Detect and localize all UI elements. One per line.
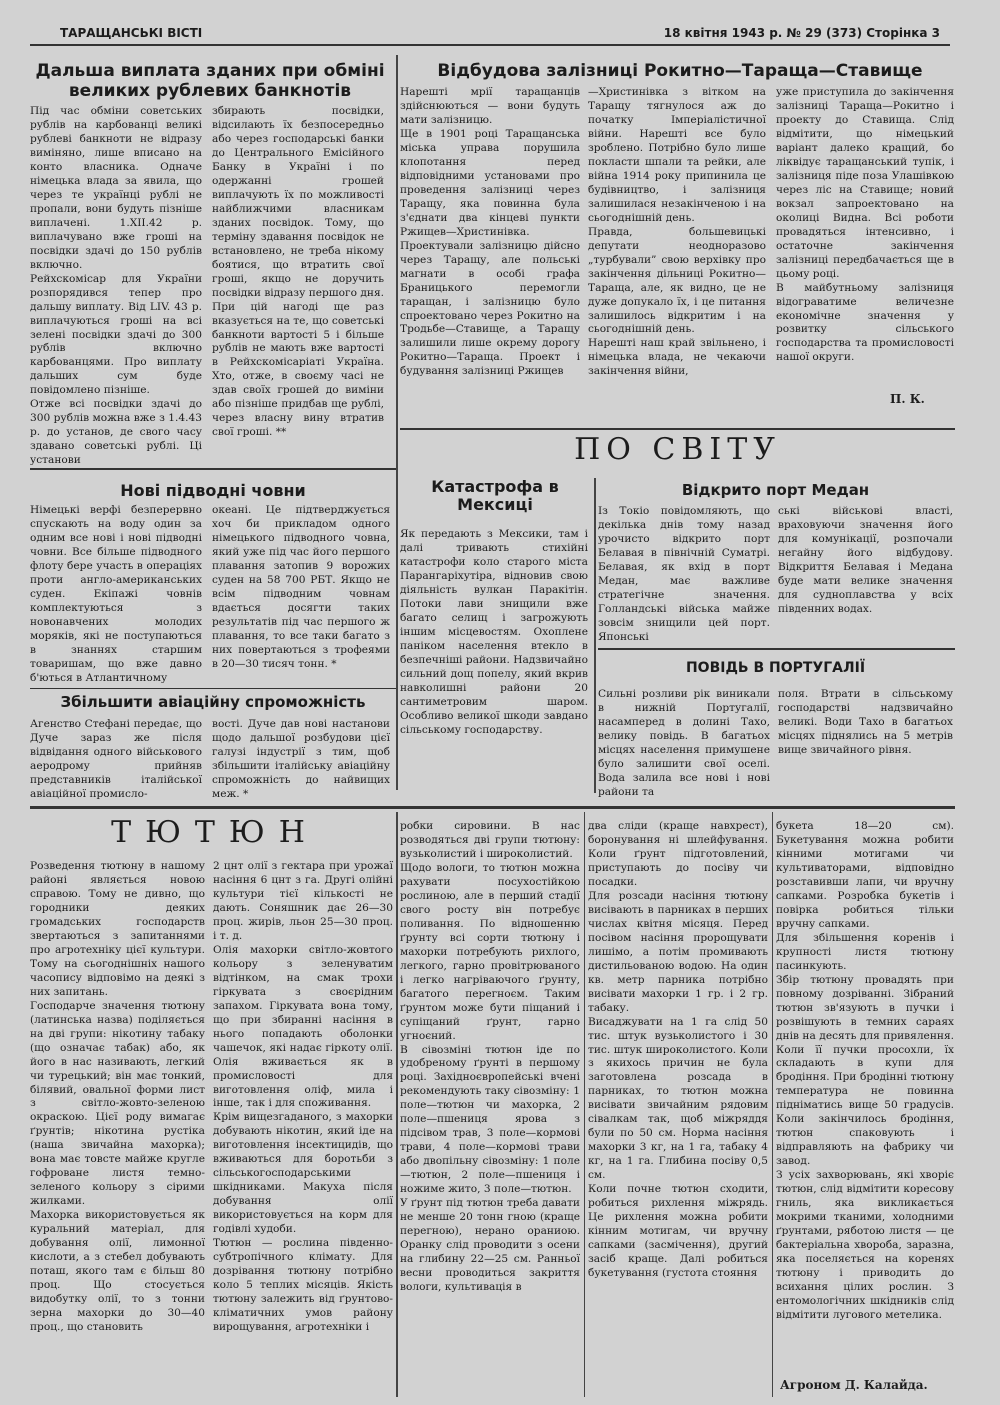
tobacco-col3: робки сировини. В нас розводяться дві групи тютюну: вузьколистий і широколистий. Щодо вологи, то тютюн можна рахувати посухостійкою рослиною, але в перший стадії свого росту він потребує поливання. По відношенню ґрунту всі сорти тютюну і махорки потребують рихлого, легкого, гарно провітрюваного і легко нагріваючого ґрунту, багатого перегноєм. Таким ґрунтом може бути піщаний і супіщаний ґрунт, гарно угноєний. В сівозміні тютюн іде по удобреному ґрунті в першому році. Західноєвропейські вчені рекомендують таку сівозміну: 1 поле—тютюн чи махорка, 2 поле—пшениця ярова з підсівом трав, 3 поле—кормові трави, 4 поле—кормові трави або двопільну сівозміну: 1 поле—тютюн, 2 поле—пшениця і ножиме жито, 3 поле—тютюн. У ґрунт під тютюн треба давати не менше 20 тонн гною (краще перегною), нерано ораниою. Оранку слід проводити з осени на глибину 22—25 см. Ранньої весни проводиться закриття вологи, культивація в bbox=[400, 820, 580, 1293]
portugal-col1: Сильні розливи рік виникали в нижній Португалії, насамперед в долині Тахо, велику повідь. В багатьох місцях населення примушене було залишити свої оселі. Вода залила все нові і нові райони та bbox=[598, 688, 770, 798]
banknotes-title: Дальша виплата зданих при обміні великих рублевих банкнотів bbox=[35, 61, 385, 101]
railway-col3: уже приступила до закінчення залізниці Тараща—Рокитно і проекту до Ставища. Слід відмітити, що німецький варіант далеко кращий, бо ліквідує таращанський тупік, і залізниця піде поза Улашівкою через ліс на Ставище; новий вокзал запроектовано на околиці Видна. Всі роботи провадяться інтенсивно, і остаточне закінчення залізниці передбачається ще в цьому році. В майбутньому залізниця відограватиме величезне економічне значення у розвитку сільського господарства та промисловості нашої округи. bbox=[776, 86, 954, 364]
column-rule bbox=[396, 55, 398, 790]
column-rule bbox=[594, 478, 596, 793]
column-rule bbox=[584, 812, 585, 1397]
submarines-col1: Німецькі верфі безперервно спускають на воду один за одним все нові і нові підводні човни. Все більше підводного флоту бере участь в операціях проти англо-американських суден. Екіпажі човнів комплектуються з новонавчених молодих моряків, які не поступаються в знаннях старшим товаришам, що вже давно б'ються в Атлантичному bbox=[30, 504, 202, 684]
rule bbox=[30, 688, 396, 689]
tobacco-col5: букета 18—20 см). Букетування можна робити кінними мотигами чи культиваторами, відповідно розставивши лапи, чи вручну сапками. Розробка букетів і повірка робиться тільки вручну сапками. Для збільшення коренів і крупності листя тютюну пасинкують. Збір тютюну провадять при повному дозріванні. Зібраний тютюн зв'язують в пучки і розвішують в темних сараях днів на десять для привялення. Коли її пучки просохли, їх складають в купи для бродіння. При бродінні тютюну температура не повинна підніматись вище 50 градусів. Коли закінчилось бродіння, тютюн спаковують і відправляють на фабрику чи завод. З усіх захворювань, які хворіє тютюн, слід відмітити коресову гниль, яка викликається мокрими тканими, холодними ґрунтами, ряботою листя — це бактеріальна хвороба, заразна, яка поселяється на коренях тютюну і приводить до всихання цілих рослин. З ентомологічних шкідників слід відмітити лугового метелика. bbox=[776, 820, 954, 1321]
submarines-col2: океані. Це підтверджується хоч би прикладом одного німецького підводного човна, який уже під час його першого плавання затопив 9 ворожих суден на 58 700 РБТ. Якщо не всім підводним човнам вдається досягти таких результатів під час першого ж плавання, то все таки багато з них повертаються з трофеями в 20—30 тисяч тонн. * bbox=[212, 504, 390, 670]
mexico-body: Як передають з Мексики, там і далі тривають стихійні катастрофи коло старого міста Парангаріхутіра, відновив свою діяльність вулкан Паракітін. Потоки лави знищили вже багато селищ і загрожують іншим місцевостям. Охоплене паніком населення втекло в безпечніші райони. Надзвичайно сильний дощ попелу, який вкрив навколишні райони 20 сантиметровим шаром. Особливо великої шкоди завдано сільському господарству. bbox=[400, 528, 588, 736]
rule bbox=[598, 648, 955, 650]
masthead bbox=[30, 22, 950, 46]
section-world-header: ПО СВІТУ bbox=[574, 432, 781, 467]
tobacco-col1: Розведення тютюну в нашому районі являється новою справою. Тому не дивно, що городники деяких громадських господарств звертаються з запитаннями про агротехніку цієї культури. Тому на сьогоднішніх нашого часопису відповімо на деякі з них запитань. Господарче значення тютюну (латинська назва) поділяється на дві групи: нікотину табаку (що означає табак) або, як його в нас називають, легкий чи турецький; він має тонкий, білявий, овальної форми лист з світло-жовто-зеленою окраскою. Цієї роду вимагає ґрунтів; нікотина рустіка (наша звичайна махорка); вона має товсте майже кругле гофроване листя темно-зеленого кольору з сірими жилками. Махорка використовується як куральний матеріал, для добування олії, лимонної кислоти, а з стебел добувають поташ, якого там є більш 80 проц. Що стосується видобутку олії, то з тонни зерна махорки до 30—40 проц., що становить bbox=[30, 860, 205, 1333]
portugal-col2: поля. Втрати в сільському господарстві надзвичайно великі. Води Тахо в багатьох місцях піднялись на 5 метрів вище звичайного рівня. bbox=[778, 688, 953, 756]
issue-info: 18 квітня 1943 р. № 29 (373) Сторінка 3 bbox=[663, 26, 940, 40]
railway-title: Відбудова залізниці Рокитно—Тараща—Ставище bbox=[437, 61, 923, 81]
mexico-title: Катастрофа в Мексиці bbox=[431, 477, 559, 515]
portugal-title: ПОВІДЬ В ПОРТУГАЛІЇ bbox=[685, 660, 866, 676]
column-rule bbox=[396, 812, 398, 1397]
aviation-col2: вості. Дуче дав нові настанови щодо дальшої розбудови цієї галузі індустрії з тим, щоб збільшити італійську авіаційну спроможність до найвищих меж. * bbox=[212, 718, 390, 800]
aviation-title: Збільшити авіаційну спроможність bbox=[60, 693, 366, 711]
medan-col2: ські військові власті, враховуючи значення його для комунікації, розпочали негайну його відбудову. Відкриття Белавая і Медана буде мати велике значення для судноплавства у всіх південних водах. bbox=[778, 505, 953, 615]
tobacco-col2: 2 цнт олії з гектара при урожаї насіння 6 цнт з га. Другі олійні культури тієї кількості не дають. Соняшник дає 26—30 проц. жирів, льон 25—30 проц. і т. д. Олія махорки світло-жовтого кольору з зеленуватим відтінком, на смак трохи гіркувата з своєрідним запахом. Гіркувата вона тому, що при збиранні насіння в нього попадають оболонки чашечок, які надає гіркоту олії. Олія вживається як в промисловості для виготовлення оліф, мила і інше, так і для споживання. Крім вищезгаданого, з махорки добувають нікотин, який іде на виготовлення інсектицидів, що вживаються для боротьби з сільськогосподарськими шкідниками. Макуха після добування олії використовується на корм для годівлі худоби. Тютюн — рослина південно-субтропічного клімату. Для дозрівання тютюну потрібно коло 5 теплих місяців. Якість тютюну залежить від ґрунтово-кліматичних умов району вирощування, агротехніки і bbox=[213, 860, 393, 1333]
medan-col1: Із Токіо повідомляють, що декілька днів тому назад урочисто відкрито порт Белавая в північній Суматрі. Белавая, як вхід в порт Медан, має важливе стратегічне значення. Голландські війська майже зовсім знищили цей порт. Японські bbox=[598, 505, 770, 643]
medan-title: Відкрито порт Медан bbox=[681, 481, 870, 499]
tobacco-signature: Агроном Д. Калайда. bbox=[780, 1378, 928, 1392]
railway-col2: —Христинівка з вітком на Таращу тягнулося аж до початку Імперіалістичної війни. Нарешті все було зроблено. Потрібно було лише покласти шпали та рейки, але війна 1914 року припинила це будівництво, і залізниця залишилася незакінченою і на сьогоднішній день. Правда, большевицькі депутати неодноразово „турбували” свою верхівку про закінчення дільниці Рокитно—Тараща, але, як видно, це не дуже допукало їх, і це питання залишилось відкритим і на сьогоднішній день. Нарешті наш край звільнено, і німецька влада, не чекаючи закінчення війни, bbox=[588, 86, 766, 378]
rule bbox=[400, 428, 955, 430]
tobacco-col4: два сліди (краще навхрест), боронування ні шлейфування. Коли ґрунт підготовлений, приступають до посіву чи посадки. Для розсади насіння тютюну висівають в парниках в перших числах квітня місяця. Перед посівом насіння пророщувати лишімо, а потім промивають дистильованою водою. На один кв. метр парника потрібно висівати махорки 1 гр. і 2 гр. табаку. Висаджувати на 1 га слід 50 тис. штук вузьколистого і 30 тис. штук широколистого. Коли з якихось причин не була заготовлена розсада в парниках, то тютюн можна висівати звичайним рядовим сівалкам так, щоб міжряддя були по 50 см. Норма насіння махорки 3 кг, на 1 га, табаку 4 кг, на 1 га. Глибина посіву 0,5 см. Коли почне тютюн сходити, робиться рихлення міжрядь. Це рихлення можна робити кінним мотигам, чи вручну сапками (засмічення), другий засіб краще. Далі робиться букетування (густота стояння bbox=[588, 820, 768, 1279]
aviation-col1: Агенство Стефані передає, що Дуче зараз же після відвідання одного військового аеродрому прийняв представників італійської авіаційної промисло- bbox=[30, 718, 202, 800]
submarines-title: Нові підводні човни bbox=[120, 481, 306, 500]
banknotes-col1: Під час обміни советських рублів на карбованці великі рублеві банкноти не відразу виміняно, лише вписано на конто власника. Одначе німецька влада за явила, що через те українці рублі не пропали, вони будуть пізніше виплачені. 1.XII.42 р. виплачувано вже гроші на посвідки здачі до 150 рублів включно. Рейхскомісар для України розпорядився тепер про дальшу виплату. Від LIV. 43 р. виплачуються гроші на всі зелені посвідки здачі до 300 рублів включно карбованцями. Про виплату дальших сум буде повідомлено пізніше. Отже всі посвідки здачі до 300 рублів можна вже з 1.4.43 р. до установ, де свого часу здавано советські рублі. Ці установи bbox=[30, 105, 202, 467]
paper-name: ТАРАЩАНСЬКІ ВІСТІ bbox=[60, 26, 203, 40]
railway-col1: Нарешті мрії таращанців здійснюються — вони будуть мати залізницю. Ще в 1901 році Таращанська міська управа порушила клопотання перед відповідними установами про проведення залізниці через Таращу, яка повинна була з'єднати два кінцеві пункти Ржищев—Христинівка. Проектували залізницю дійсно через Таращу, але польські магнати в особі графа Браницького перемогли таращан, і залізницю було спроектовано через Рокитно на Тродьбе—Ставище, а Таращу залишили лише окрему дорогу Рокитно—Тараща. Проект і будування залізниці Ржищев bbox=[400, 86, 580, 378]
page-rule bbox=[30, 806, 955, 809]
banknotes-col2: збирають посвідки, відсилають їх безпосередньо або через господарські банки до Центрального Емісійного Банку в Україні і по одержанні грошей виплачують їх по можливості найближчими власникам зданих посвідок. Тому, що терміну здавання посвідок не встановлено, не треба нікому боятися, що втратить свої гроші, якщо не доручить посвідки відразу першого дня. При цій нагоді ще раз вказується на те, що советські банкноти вартості 5 і більше рублів не мають вже вартості в Рейхскомісаріаті Україна. Хто, отже, в своєму часі не здав своїх грошей до виміни або пізніше придбав ще рублі, через власну вину втратив свої гроші. ** bbox=[212, 105, 384, 439]
column-rule bbox=[772, 812, 773, 1397]
railway-signature: П. К. bbox=[890, 392, 925, 406]
tobacco-title: ТЮТЮН bbox=[111, 815, 319, 850]
rule bbox=[30, 468, 396, 470]
